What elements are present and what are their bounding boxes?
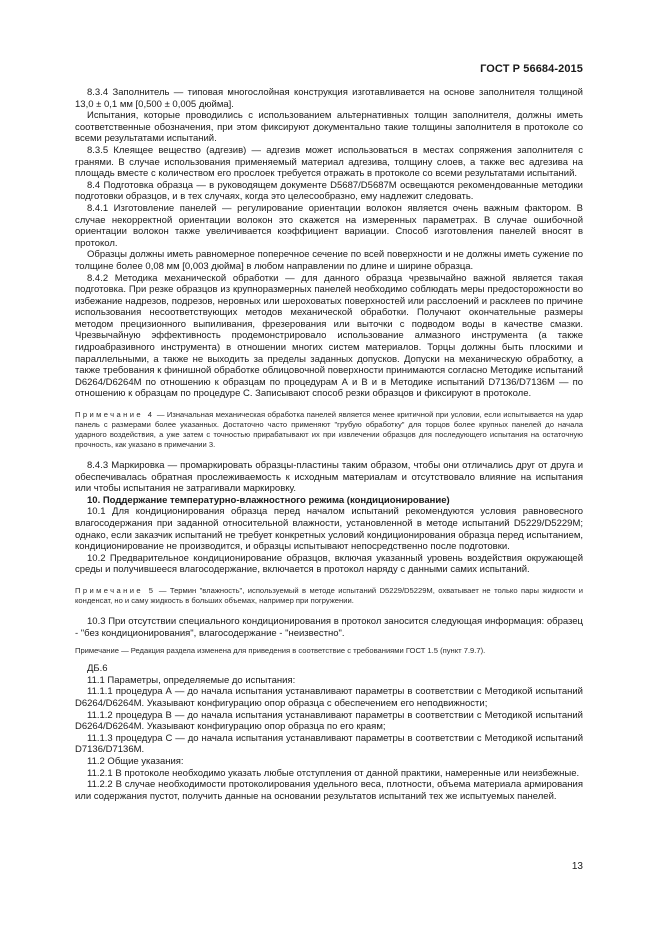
paragraph: Образцы должны иметь равномерное поперечное сечение по всей поверхности и не должны иметь сужение по толщине более 0,08 мм [0,003 дюйма] в любом направлении по длине и ширине образца. bbox=[75, 249, 583, 272]
paragraph-11-1-3: 11.1.3 процедура С — до начала испытания устанавливают параметры в соответствии с Методикой испытаний D7136/D7136M. bbox=[75, 732, 583, 756]
paragraph-11-1: 11.1 Параметры, определяемые до испытания: bbox=[87, 674, 296, 686]
paragraph-11-2-2: 11.2.2 В случае необходимости протоколирования удельного веса, плотности, объема материала армирования или содержания пустот, получить данные на основании результатов испытаний тех же испытуемых панелей. bbox=[75, 779, 583, 802]
document-body bbox=[75, 87, 583, 802]
note-text: — Термин "влажность", используемый в методе испытаний D5229/D5229M, охватывает не только пары жидкости и конденсат, но и саму жидкость в больших объемах, например при погружении. bbox=[75, 585, 583, 605]
standard-designation: ГОСТ Р 56684-2015 bbox=[480, 63, 583, 75]
note-label: Примечание 5 bbox=[75, 585, 156, 595]
paragraph-11-2-1: 11.2.1 В протоколе необходимо указать любые отступления от данной практики, намеренные или неизбежные. bbox=[87, 767, 580, 779]
paragraph-10-1: 10.1 Для кондиционирования образца перед началом испытаний рекомендуются условия равновесного влагосодержания при заданной относительной влажности, установленной в методе испытаний D5229/D5229M; однако, если заказчик испытаний не требует конкретных условий кондиционирования образца перед испытанием, кондиционирование не производится, и образцы испытывают непосредственно после подготовки. bbox=[75, 506, 583, 553]
paragraph-8-4: 8.4 Подготовка образца — в руководящем документе D5687/D5687M освещаются рекомендованные методики подготовки образцов, и в тех случаях, когда это целесообразно, ему надлежит следовать. bbox=[75, 179, 583, 203]
paragraph-11-2: 11.2 Общие указания: bbox=[87, 755, 184, 767]
paragraph-8-4-1: 8.4.1 Изготовление панелей — регулирование ориентации волокон является очень важным фактором. В случае некорректной ориентации волокон это скажется на измеренных параметрах. В случае ошибочной ориентации волокон также увеличивается коэффициент вариации. Способ изготовления панелей вносят в протокол. bbox=[75, 202, 583, 249]
paragraph-8-4-3: 8.4.3 Маркировка — промаркировать образцы-пластины таким образом, чтобы они отличались друг от друга и обеспечивалась обратная прослеживаемость к исходным материалам и отсутствовало влияние на испытания или чтобы испытания не затрагивали маркировку. bbox=[75, 460, 583, 495]
paragraph: Испытания, которые проводились с использованием альтернативных толщин заполнителя, должны иметь соответственные обозначения, при этом фиксируют документально такие толщины заполнителя в протоколе со всеми результатами испытаний. bbox=[75, 110, 583, 145]
paragraph-10-3: 10.3 При отсутствии специального кондиционирования в протокол заносится следующая информация: образец - "без кондиционирования", влагосодержание - "неизвестно". bbox=[75, 615, 583, 639]
section-heading-10: 10. Поддержание температурно-влажностного режима (кондиционирование) bbox=[87, 494, 450, 506]
paragraph-8-3-5: 8.3.5 Клеящее вещество (адгезив) — адгезив может использоваться в местах сопряжения заполнителя с гранями. В случае использования применяемый материал адгезива, толщину слоев, а также вес адгезива на площадь вместе с количеством его прослоек требуется отражать в протоколе со всеми результатами испытаний. bbox=[75, 144, 583, 180]
paragraph-11-1-2: 11.1.2 процедура В — до начала испытания устанавливают параметры в соответствии с Методикой испытаний D6264/D6264M. Указывают конфигурацию опор образца по его краям; bbox=[75, 709, 583, 733]
note-text: — Изначальная механическая обработка панелей является менее критичной при условии, если испытывается на удар панель с размерами более указанных. Достаточно часто применяют "грубую обработку" для торцов более крупных панелей до начала ударного воздействия, а уже затем с точностью прирабатывают их при извлечении образцов для последующего испытания на остаточную прочность, как указано в примечании 3. bbox=[75, 410, 584, 450]
note-label: Примечание 4 bbox=[75, 410, 155, 420]
editorial-note: Примечание — Редакция раздела изменена для приведения в соответствие с требованиями ГОСТ 1.5 (пункт 7.9.7). bbox=[75, 646, 486, 656]
note-4 bbox=[75, 410, 583, 450]
paragraph-8-4-2: 8.4.2 Методика механической обработки — для данного образца чрезвычайно важной является такая подготовка. При резке образцов из крупноразмерных панелей необходимо соблюдать меры предосторожности во избежание надрезов, подрезов, неровных или шероховатых поверхностей или расслоений и расклеев по причине использования несоответствующих методов механической обработки. Получают окончательные размеры методом прецизионного выпиливания, фрезерования или выточки с подводом воды в качестве смазки. Чрезвычайную эффективность продемонстрировало использование алмазного инструмента (а также гидроабразивного инструмента) в отношении многих систем материалов. Торцы должны быть плоскими и параллельными, а также не выходить за пределы заданных допусков. Допуски на механическую обработку, а также требования к финишной обработке облицовочной поверхности принимаются согласно Методике испытаний D6264/D6264M по отношению к образцам по процедурам А и В и в Методике испытаний D7136/D7136M — по отношению к образцам по процедуре С. Записывают способ резки образцов и фиксируют в протоколе. bbox=[75, 272, 583, 400]
paragraph-8-3-4: 8.3.4 Заполнитель — типовая многослойная конструкция изготавливается на основе заполнителя толщиной 13,0 ± 0,1 мм [0,500 ± 0,005 дюйма]. bbox=[75, 87, 583, 110]
page-number: 13 bbox=[571, 861, 583, 872]
paragraph-11-1-1: 11.1.1 процедура А — до начала испытания устанавливают параметры в соответствии с Методикой испытаний D6264/D6264M. Указывают конфигурацию опор образца с обеспечением его неподвижности; bbox=[75, 686, 583, 709]
note-5 bbox=[75, 586, 583, 606]
paragraph-10-2: 10.2 Предварительное кондиционирование образцов, включая указанный уровень воздействия окружающей среды и получившееся влагосодержание, включается в протокол наряду с данными самих испытаний. bbox=[75, 552, 583, 576]
section-label-db6: ДБ.6 bbox=[87, 663, 108, 675]
